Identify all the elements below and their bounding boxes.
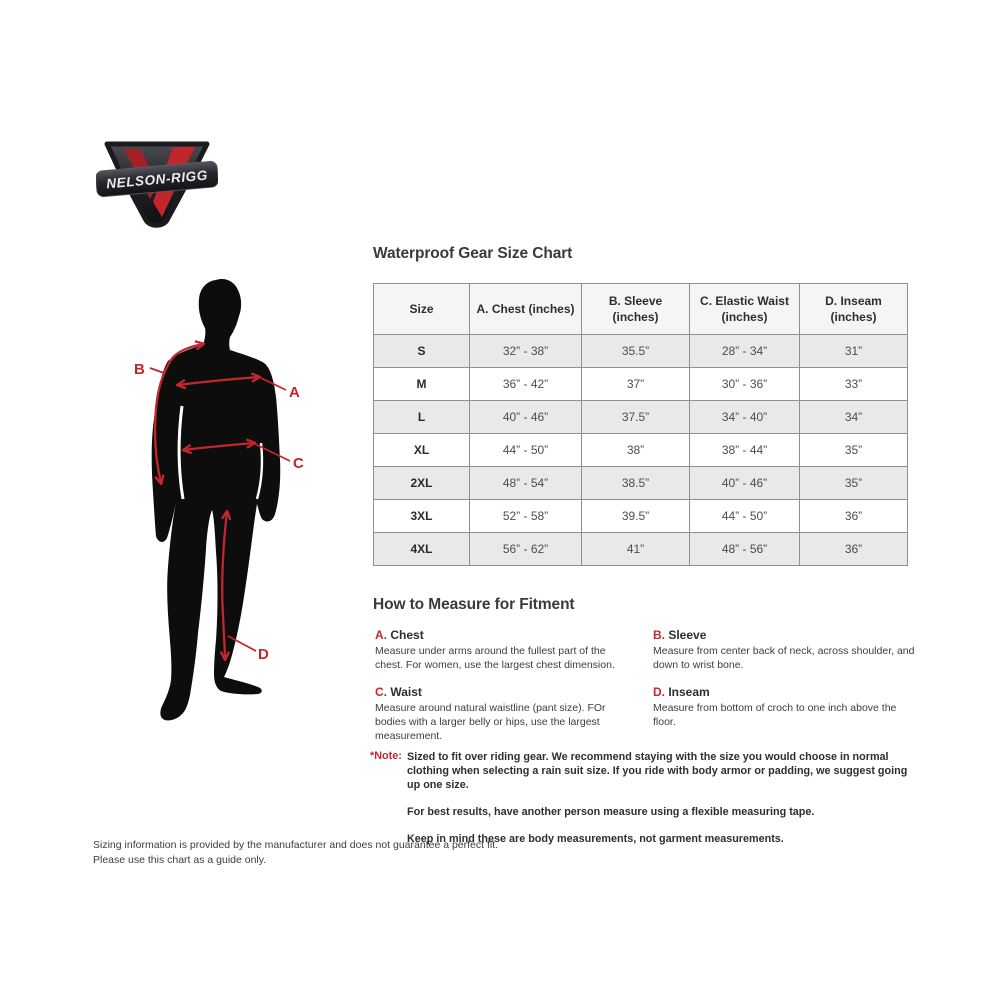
nelson-rigg-logo [96,128,218,230]
cell-size: XL [374,434,470,467]
cell-size: 4XL [374,533,470,566]
cell-sleeve: 41” [582,533,690,566]
cell-size: 3XL [374,500,470,533]
cell-size: S [374,335,470,368]
cell-inseam: 35” [800,434,908,467]
table-row-xl [374,434,908,467]
cell-waist: 48” - 56” [690,533,800,566]
measure-body: Measure from bottom of croch to one inch above the floor. [653,702,897,728]
cell-chest: 40” - 46” [470,401,582,434]
size-chart-title: Waterproof Gear Size Chart [373,245,573,262]
cell-chest: 44” - 50” [470,434,582,467]
cell-waist: 28” - 34” [690,335,800,368]
cell-inseam: 35” [800,467,908,500]
cell-sleeve: 37.5” [582,401,690,434]
cell-waist: 40” - 46” [690,467,800,500]
body-measurement-diagram [115,270,310,730]
label-b-sleeve: B [134,361,145,378]
measure-letter: B. [653,628,665,642]
note-paragraph-3: Keep in mind these are body measurements, not garment measurements. [407,833,784,845]
measure-title: Chest [390,628,424,642]
cell-inseam: 36” [800,533,908,566]
table-row-s [374,335,908,368]
measure-title: Sleeve [668,628,707,642]
table-row-m [374,368,908,401]
cell-waist: 38” - 44” [690,434,800,467]
cell-sleeve: 38.5” [582,467,690,500]
col-header-sleeve: B. Sleeve (inches) [582,284,690,335]
cell-inseam: 33” [800,368,908,401]
table-row-2xl [374,467,908,500]
table-header-row [374,284,908,335]
label-c-waist: C [293,455,304,472]
label-a-chest: A [289,384,300,401]
cell-inseam: 31” [800,335,908,368]
cell-waist: 30” - 36” [690,368,800,401]
cell-chest: 32” - 38” [470,335,582,368]
measure-title: Inseam [668,685,710,699]
disclaimer [93,838,498,868]
col-header-chest: A. Chest (inches) [470,284,582,335]
logo-brand-text: NELSON-RIGG [105,167,209,192]
disclaimer-line-2: Please use this chart as a guide only. [93,854,267,866]
cell-waist: 34” - 40” [690,401,800,434]
label-d-inseam: D [258,646,269,663]
measure-title: Waist [390,685,422,699]
note-paragraph-2: For best results, have another person measure using a flexible measuring tape. [407,806,815,818]
cell-sleeve: 38” [582,434,690,467]
table-row-l [374,401,908,434]
disclaimer-line-1: Sizing information is provided by the manufacturer and does not guarantee a perfect fit. [93,839,499,851]
cell-sleeve: 39.5” [582,500,690,533]
note-paragraph-1: Sized to fit over riding gear. We recommend staying with the size you would choose in normal clothing when selecting a rain suit size. If you ride with body armor or padding, we suggest going up one size. [407,751,908,791]
note-label: *Note: [370,750,402,762]
col-header-inseam: D. Inseam (inches) [800,284,908,335]
measure-letter: D. [653,685,665,699]
measure-body: Measure from center back of neck, across shoulder, and down to wrist bone. [653,645,915,671]
cell-inseam: 36” [800,500,908,533]
sizing-note [370,750,915,846]
cell-chest: 52” - 58” [470,500,582,533]
cell-inseam: 34” [800,401,908,434]
measure-instructions [375,628,915,743]
cell-size: 2XL [374,467,470,500]
col-header-waist: C. Elastic Waist (inches) [690,284,800,335]
table-row-3xl [374,500,908,533]
sleeve-leader-line [150,368,164,373]
measure-body: Measure around natural waistline (pant size). FOr bodies with a larger belly or hips, use the largest measurement. [375,702,606,742]
cell-chest: 36” - 42” [470,368,582,401]
table-row-4xl [374,533,908,566]
cell-size: M [374,368,470,401]
logo-banner [96,161,218,198]
size-chart-table [373,283,908,566]
measure-item-waist [375,685,633,743]
cell-sleeve: 37” [582,368,690,401]
cell-chest: 56” - 62” [470,533,582,566]
cell-chest: 48” - 54” [470,467,582,500]
cell-waist: 44” - 50” [690,500,800,533]
how-to-measure-heading: How to Measure for Fitment [373,596,575,613]
measure-item-chest [375,628,633,672]
measure-item-inseam [653,685,915,743]
measure-body: Measure under arms around the fullest part of the chest. For women, use the largest chest dimension. [375,645,615,671]
col-header-size: Size [374,284,470,335]
cell-sleeve: 35.5” [582,335,690,368]
measure-letter: C. [375,685,387,699]
measure-letter: A. [375,628,387,642]
cell-size: L [374,401,470,434]
measure-item-sleeve [653,628,915,672]
